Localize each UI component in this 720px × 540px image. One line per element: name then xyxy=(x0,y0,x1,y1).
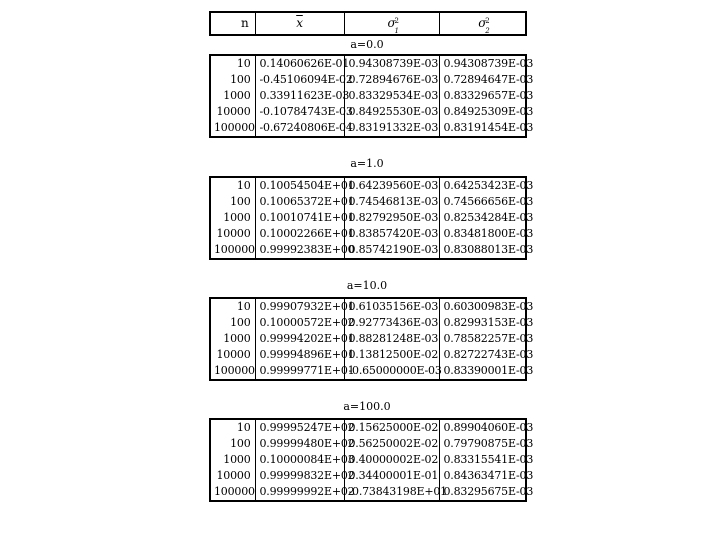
table-cell: 0.89904060E-03 xyxy=(443,421,534,434)
table-cell: 0.10010741E+01 xyxy=(255,210,344,226)
table-cell: 100000 xyxy=(210,363,255,380)
table-row xyxy=(210,55,526,72)
header-row xyxy=(210,12,526,35)
table-cell: 0.56250002E-02 xyxy=(344,436,439,452)
sigma-symbol-part: σ xyxy=(478,16,487,30)
table-cell: 10000 xyxy=(210,468,255,484)
table-row xyxy=(210,242,526,259)
table-cell: 100000 xyxy=(210,242,255,259)
table-cell: 0.84925309E-03 xyxy=(443,105,534,118)
table-cell: 1000 xyxy=(210,88,255,104)
table-cell: 0.74566656E-03 xyxy=(443,195,534,208)
table-cell: 0.79790875E-03 xyxy=(443,437,534,450)
header-table xyxy=(209,11,527,36)
table-row xyxy=(210,315,526,331)
table-cell: 0.13812500E-02 xyxy=(344,347,439,363)
table-cell: 0.99995247E+02 xyxy=(255,419,344,436)
table-cell: 0.99994202E+01 xyxy=(255,331,344,347)
table-cell: 0.83857420E-03 xyxy=(344,226,439,242)
table-cell: 0.99994896E+01 xyxy=(255,347,344,363)
table-cell: 100 xyxy=(210,436,255,452)
table-cell: 0.99999832E+02 xyxy=(255,468,344,484)
block-label-a1: a=1.0 xyxy=(350,157,384,170)
table-row xyxy=(210,177,526,194)
header-xbar: $\overline{x}$ xyxy=(255,12,344,35)
table-cell: 0.74546813E-03 xyxy=(344,194,439,210)
table-cell: 0.99999771E+01 xyxy=(255,363,344,380)
table-row xyxy=(210,104,526,120)
table-cell: 0.82534284E-03 xyxy=(443,211,534,224)
table-cell: 10000 xyxy=(210,226,255,242)
table-row xyxy=(210,363,526,380)
table-cell: 0.94308739E-03 xyxy=(344,55,439,72)
table-cell: 0.99999480E+02 xyxy=(255,436,344,452)
table-cell: 0.72894676E-03 xyxy=(344,72,439,88)
table-cell: 10 xyxy=(210,419,255,436)
table-cell: 0.64253423E-03 xyxy=(443,179,534,192)
table-cell: 0.10002266E+01 xyxy=(255,226,344,242)
table-row xyxy=(210,298,526,315)
table-cell: 0.83191454E-03 xyxy=(443,121,534,134)
table-cell: 0.61035156E-03 xyxy=(344,298,439,315)
table-cell: 0.78582257E-03 xyxy=(443,332,534,345)
table-cell: -0.45106094E-02 xyxy=(255,72,344,88)
table-cell: 0.83329534E-03 xyxy=(344,88,439,104)
table-cell: 100 xyxy=(210,194,255,210)
data-table-a10 xyxy=(209,297,534,381)
table-cell: 0.34400001E-01 xyxy=(344,468,439,484)
table-cell: 0.85742190E-03 xyxy=(344,242,439,259)
table-cell: 0.10065372E+01 xyxy=(255,194,344,210)
table-cell: 0.84925530E-03 xyxy=(344,104,439,120)
table-cell: 0.92773436E-03 xyxy=(344,315,439,331)
table-cell: 0.60300983E-03 xyxy=(443,300,534,313)
table-cell: 0.99907932E+01 xyxy=(255,298,344,315)
block-label-a10: a=10.0 xyxy=(346,279,388,292)
table-row xyxy=(210,419,526,436)
block-label-a0: a=0.0 xyxy=(350,38,384,51)
table-cell: 10 xyxy=(210,55,255,72)
sigma-symbol-part: σ xyxy=(387,16,396,30)
header-n: n xyxy=(210,12,255,35)
table-cell: -0.65000000E-03 xyxy=(344,363,439,380)
table-cell: 0.82993153E-03 xyxy=(443,316,534,329)
table-cell: 0.83191332E-03 xyxy=(344,120,439,137)
table-row xyxy=(210,484,526,501)
table-cell: 0.82792950E-03 xyxy=(344,210,439,226)
sigma-symbol-part: 1 xyxy=(394,27,399,35)
table-cell: 0.40000002E-02 xyxy=(344,452,439,468)
table-cell: 0.72894647E-03 xyxy=(443,73,534,86)
table-cell: 0.64239560E-03 xyxy=(344,177,439,194)
table-cell: 0.83390001E-03 xyxy=(443,364,534,377)
header-sigma2 xyxy=(439,12,526,35)
sigma-symbol-part: 2 xyxy=(485,27,490,35)
table-row xyxy=(210,436,526,452)
table-cell: 100 xyxy=(210,72,255,88)
table-cell: 0.10054504E+01 xyxy=(255,177,344,194)
table-row xyxy=(210,226,526,242)
table-cell: 0.14060626E-01 xyxy=(255,55,344,72)
table-cell: -0.67240806E-04 xyxy=(255,120,344,137)
table-cell: 100000 xyxy=(210,484,255,501)
table-cell: 0.99999992E+02 xyxy=(255,484,344,501)
table-row xyxy=(210,452,526,468)
data-table-a0 xyxy=(209,54,534,138)
table-row xyxy=(210,347,526,363)
table-cell: 0.83329657E-03 xyxy=(443,89,534,102)
table-cell: 10 xyxy=(210,177,255,194)
table-cell: 10000 xyxy=(210,347,255,363)
table-cell: 100000 xyxy=(210,120,255,137)
table-cell: 0.88281248E-03 xyxy=(344,331,439,347)
table-cell: 0.15625000E-02 xyxy=(344,419,439,436)
data-table-a1 xyxy=(209,176,534,260)
table-cell: 1000 xyxy=(210,210,255,226)
data-table-a100 xyxy=(209,418,534,502)
table-cell: 0.84363471E-03 xyxy=(443,469,534,482)
table-cell: 0.83315541E-03 xyxy=(443,453,534,466)
table-row xyxy=(210,72,526,88)
table-cell: 0.99992383E+00 xyxy=(255,242,344,259)
table-cell: 100 xyxy=(210,315,255,331)
table-cell: 0.10000572E+02 xyxy=(255,315,344,331)
table-cell: -0.73843198E+01 xyxy=(344,484,439,501)
sigma-symbol-part: 2 xyxy=(394,17,399,25)
table-cell: 0.33911623E-03 xyxy=(255,88,344,104)
table-cell: 1000 xyxy=(210,452,255,468)
table-cell: 0.94308739E-03 xyxy=(443,57,534,70)
table-cell: 10000 xyxy=(210,104,255,120)
sigma-symbol-part: 2 xyxy=(485,17,490,25)
table-row xyxy=(210,88,526,104)
table-cell: 1000 xyxy=(210,331,255,347)
table-row xyxy=(210,468,526,484)
block-label-a100: a=100.0 xyxy=(343,400,391,413)
table-row xyxy=(210,210,526,226)
table-cell: 0.82722743E-03 xyxy=(443,348,534,361)
table-cell: 10 xyxy=(210,298,255,315)
table-cell: 0.83088013E-03 xyxy=(443,243,534,256)
table-row xyxy=(210,194,526,210)
table-row xyxy=(210,331,526,347)
table-cell: 0.83295675E-03 xyxy=(443,485,534,498)
table-cell: -0.10784743E-03 xyxy=(255,104,344,120)
header-sigma1 xyxy=(344,12,439,35)
table-cell: 0.83481800E-03 xyxy=(443,227,534,240)
table-cell: 0.10000084E+03 xyxy=(255,452,344,468)
table-row xyxy=(210,120,526,137)
